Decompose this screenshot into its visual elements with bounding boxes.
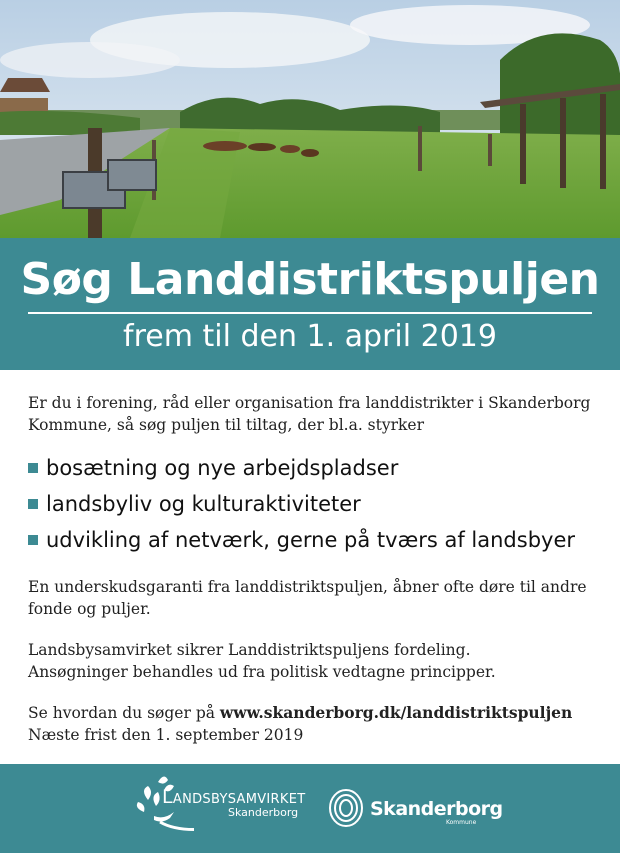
landscape-photo — [0, 0, 620, 238]
fingerprint-icon — [328, 788, 364, 828]
bullet-square-icon — [28, 463, 38, 473]
plant-icon — [134, 772, 194, 844]
website-link[interactable]: www.skanderborg.dk/landdistriktspuljen — [219, 703, 573, 722]
deadline-subtitle: frem til den 1. april 2019 — [123, 319, 497, 354]
bullet-item: landsbyliv og kulturaktiviteter — [28, 486, 598, 522]
samvirket-paragraph: Landsbysamvirket sikrer Landdistriktspuljens fordeling. Ansøgninger behandles ud fra politisk vedtagne principper. — [28, 641, 496, 681]
hero-photo — [0, 0, 620, 238]
title-divider — [28, 312, 592, 314]
landsbysamvirket-logo — [134, 772, 304, 844]
bullet-square-icon — [28, 499, 38, 509]
bullet-square-icon — [28, 535, 38, 545]
title-banner — [0, 238, 620, 370]
skanderborg-name: Skanderborg — [370, 798, 503, 820]
skanderborg-kommune-logo — [328, 788, 503, 836]
intro-paragraph: Er du i forening, råd eller organisation fra landdistrikter i Skanderborg Kommune, så søg puljen til tiltag, der bl.a. styrker — [28, 394, 591, 434]
next-deadline: Næste frist den 1. september 2019 — [28, 726, 304, 744]
landsbysamvirket-sub: Skanderborg — [228, 806, 299, 819]
bullet-item: bosætning og nye arbejdspladser — [28, 450, 598, 486]
guarantee-paragraph: En underskudsgaranti fra landdistriktspuljen, åbner ofte døre til andre fonde og puljer. — [28, 578, 587, 618]
kommune-label: Kommune — [446, 819, 477, 826]
footer-bar — [0, 764, 620, 853]
main-content — [28, 392, 598, 765]
bullet-list — [28, 450, 598, 558]
landsbysamvirket-name: LANDSBYSAMVIRKET — [162, 786, 306, 808]
bullet-item: udvikling af netværk, gerne på tværs af landsbyer — [28, 522, 598, 558]
page-title: Søg Landdistriktspuljen — [20, 254, 600, 305]
howto-paragraph: Se hvordan du søger på www.skanderborg.dk/landdistriktspuljen Næste frist den 1. september 2019 — [28, 703, 573, 744]
